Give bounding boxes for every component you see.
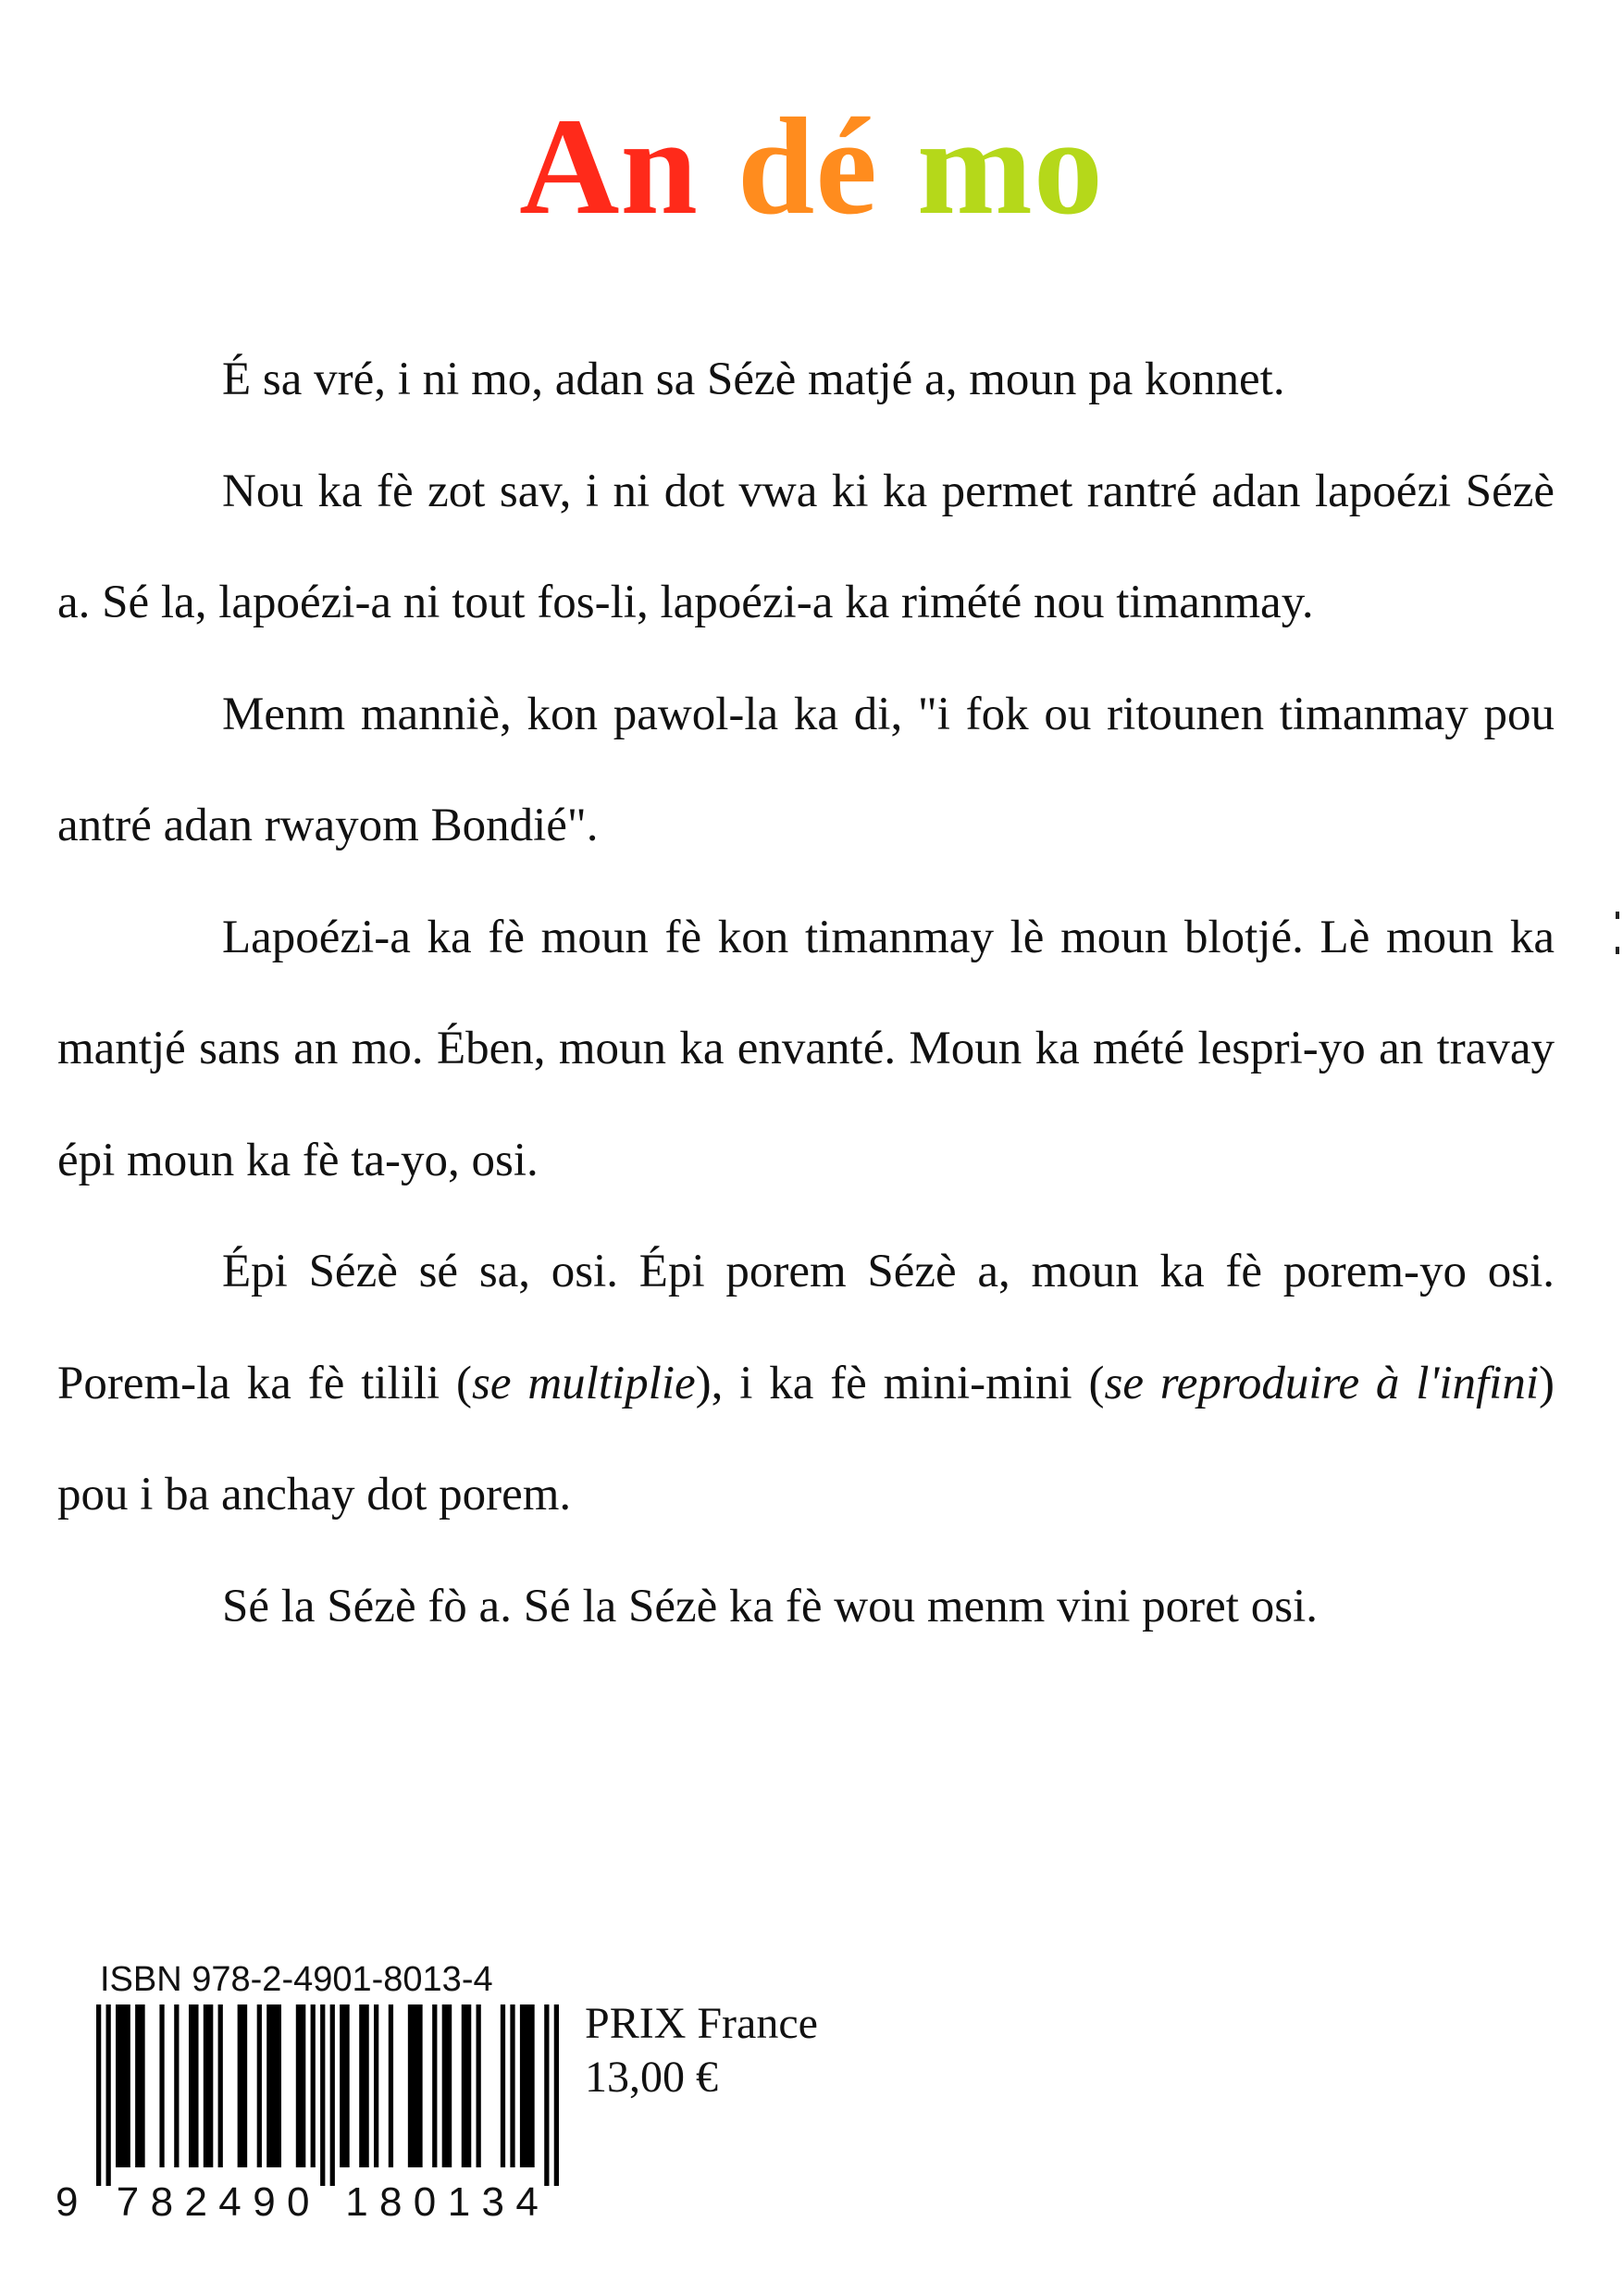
barcode-bar [544, 2004, 549, 2186]
barcode-bar [320, 2004, 325, 2186]
paragraph [57, 882, 1555, 1217]
isbn-label: ISBN 978-2-4901-8013-4 [100, 1960, 493, 1999]
barcode-bar [311, 2004, 316, 2167]
barcode-bar [340, 2004, 350, 2167]
isbn-barcode-block [56, 1962, 555, 2240]
book-title [0, 90, 1623, 243]
text-run: ) pou i ba anchay dot porem. [57, 1357, 1555, 1520]
paragraph [57, 436, 1555, 659]
italic-gloss: se multiplie [472, 1357, 696, 1409]
margin-marks [1616, 912, 1621, 982]
barcode-bar [359, 2004, 369, 2167]
barcode-digit: 0 [413, 2179, 437, 2225]
barcode-bar [204, 2004, 214, 2167]
barcode-bar [432, 2004, 437, 2167]
text-run: Menm manniè, kon pawol-la ka di, "i fok ou ritounen timanmay pou antré adan rwayom Bondié". [57, 688, 1555, 851]
barcode-bar [374, 2004, 378, 2167]
text-run: Épi Sézè sé sa, osi. Épi porem Sézè a, moun ka fè porem-yo osi. Porem-la ka fè tilili ( [57, 1246, 1555, 1409]
barcode-digit: 9 [253, 2179, 276, 2225]
barcode-bar [266, 2004, 281, 2167]
price-label: PRIX France [585, 1999, 818, 2048]
barcode-bar [174, 2004, 179, 2167]
barcode-digit: 1 [345, 2179, 368, 2225]
barcode-bar [96, 2004, 101, 2186]
barcode-bar [238, 2004, 248, 2167]
paragraph [57, 1551, 1555, 1663]
barcode-bar [159, 2004, 164, 2167]
barcode-bar [477, 2004, 481, 2167]
barcode-digit: 8 [379, 2179, 403, 2225]
barcode-bar [135, 2004, 145, 2167]
text-run: É sa vré, i ni mo, adan sa Sézè matjé a, moun pa konnet. [222, 354, 1285, 405]
barcode-bar [510, 2004, 514, 2167]
barcode-digit: 3 [481, 2179, 504, 2225]
barcode-digit: 0 [287, 2179, 310, 2225]
paragraph [57, 1216, 1555, 1551]
barcode-bar [116, 2004, 130, 2167]
barcode-digit: 1 [447, 2179, 471, 2225]
barcode-digit: 9 [56, 2179, 79, 2225]
barcode-bar [330, 2004, 335, 2186]
price-block [585, 1997, 818, 2104]
barcode-digit: 2 [184, 2179, 207, 2225]
paragraph [57, 324, 1555, 436]
barcode-bar [408, 2004, 423, 2167]
barcode-bar [296, 2004, 306, 2167]
barcode-bar [520, 2004, 535, 2167]
title-word: An [519, 90, 699, 243]
barcode-bar [442, 2004, 452, 2167]
barcode-bar [554, 2004, 559, 2186]
barcode-bar [218, 2004, 223, 2167]
barcode-bar [106, 2004, 111, 2186]
barcode-digit: 7 [116, 2179, 140, 2225]
italic-gloss: se reproduire à l'infini [1104, 1357, 1540, 1409]
barcode-bar [257, 2004, 262, 2167]
barcode-bar [501, 2004, 505, 2167]
barcode [96, 2004, 559, 2186]
barcode-digit: 8 [150, 2179, 174, 2225]
title-word: mo [916, 90, 1104, 243]
text-run: Sé la Sézè fò a. Sé la Sézè ka fè wou menm vini poret osi. [222, 1580, 1318, 1632]
barcode-bar [462, 2004, 472, 2167]
barcode-bar [389, 2004, 393, 2167]
title-word: dé [737, 90, 878, 243]
paragraph [57, 659, 1555, 882]
back-cover-text [57, 324, 1555, 1662]
barcode-bar [189, 2004, 199, 2167]
price-value: 13,00 € [585, 2053, 718, 2102]
text-run: Nou ka fè zot sav, i ni dot vwa ki ka permet rantré adan lapoézi Sézè a. Sé la, lapoézi-a ni tout fos-li, lapoézi-a ka rimété nou timanmay. [57, 465, 1555, 628]
text-run: Lapoézi-a ka fè moun fè kon timanmay lè moun blotjé. Lè moun ka mantjé sans an mo. Ében, moun ka envanté. Moun ka mété lespri-yo an travay épi moun ka fè ta-yo, osi. [57, 911, 1555, 1186]
text-run: ), i ka fè mini-mini ( [695, 1357, 1105, 1409]
barcode-digit: 4 [218, 2179, 242, 2225]
barcode-digit: 4 [515, 2179, 539, 2225]
